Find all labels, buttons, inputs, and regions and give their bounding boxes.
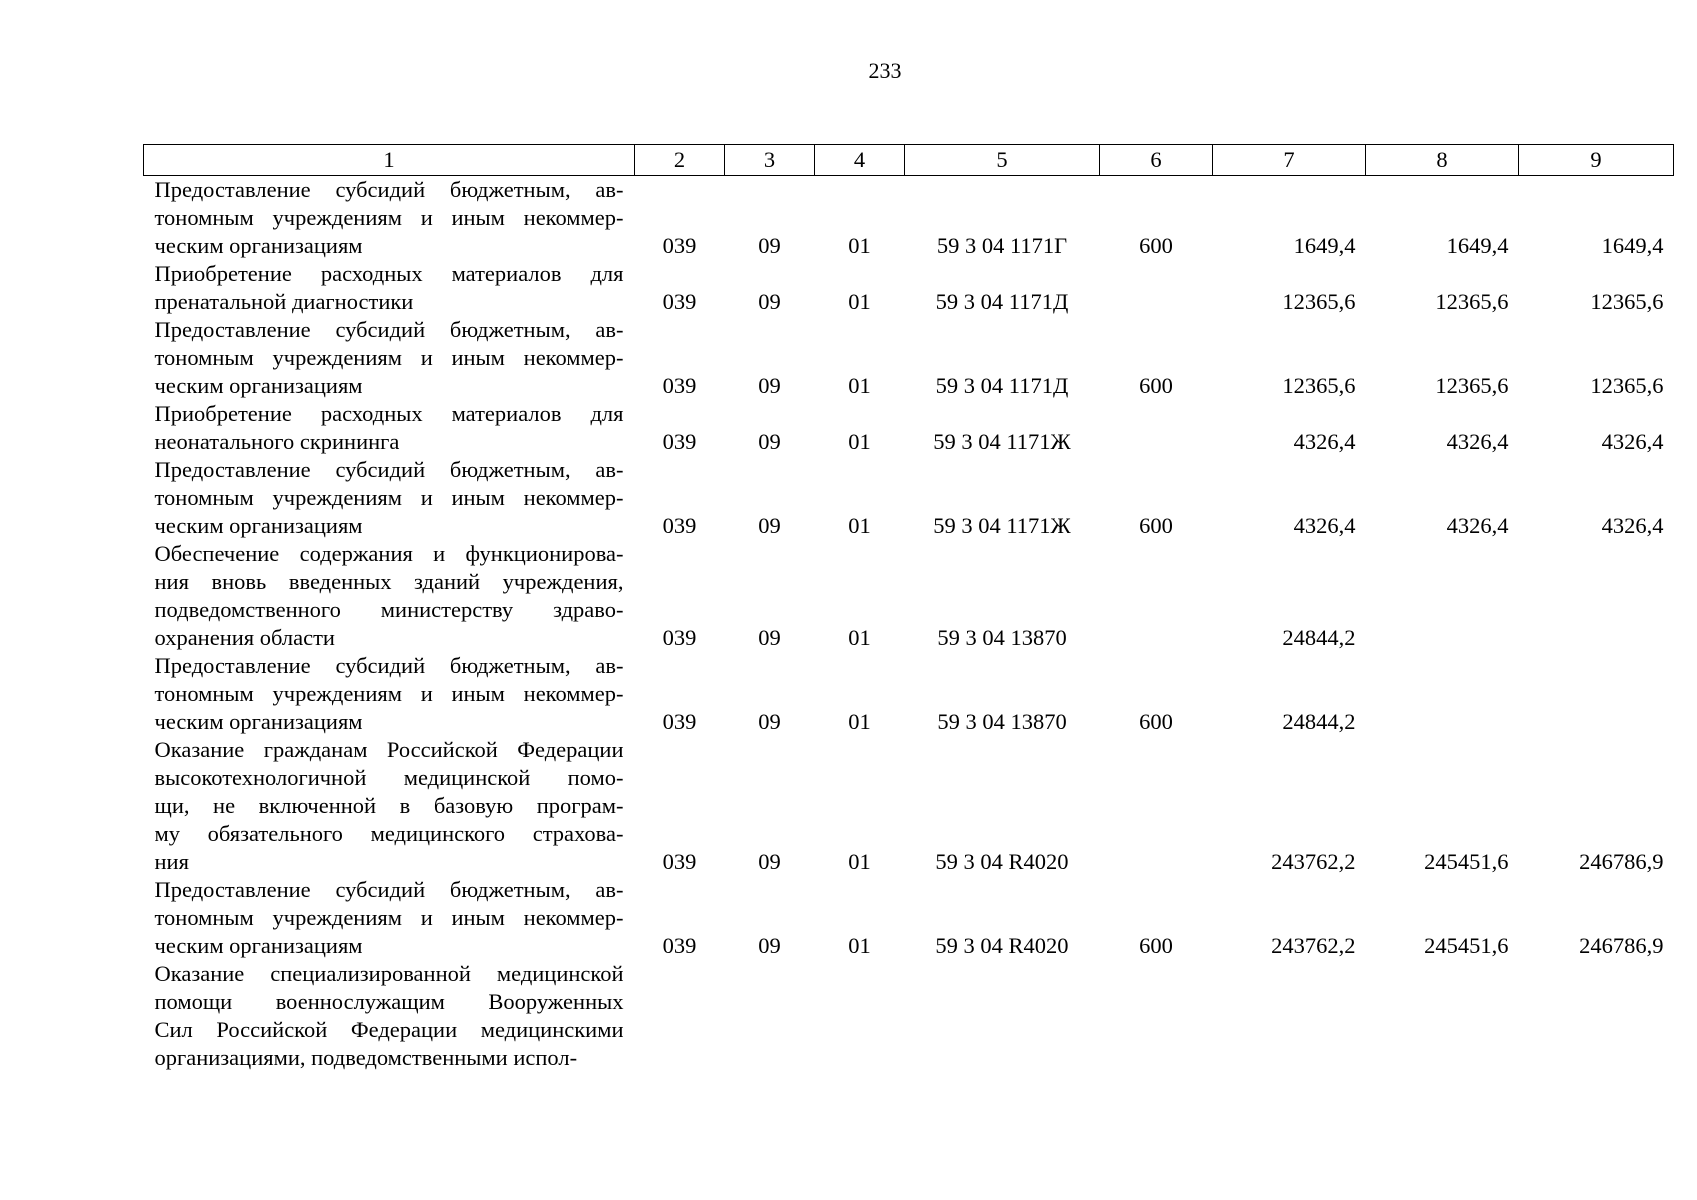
- section-code-cell: 09: [758, 513, 781, 538]
- subsection-code-cell: 01: [848, 513, 871, 538]
- amount-year2-cell: [1366, 540, 1519, 652]
- row-description: [144, 540, 635, 652]
- description-line: тономным учреждениям и иным некоммер-: [154, 681, 624, 706]
- subsection-code-cell: 01: [848, 625, 871, 650]
- subsection-code-cell: [815, 960, 905, 1072]
- table-row: [144, 176, 1674, 261]
- description-line: Сил Российской Федерации медицинскими: [154, 1017, 624, 1042]
- ministry-code-cell: 039: [662, 625, 697, 650]
- amount-year1-cell: 24844,2: [1282, 625, 1356, 650]
- expense-type-cell: [1100, 400, 1213, 456]
- amount-year2-cell: 4326,4: [1446, 429, 1509, 454]
- section-code-cell: 09: [758, 933, 781, 958]
- section-code-cell: 09: [758, 429, 781, 454]
- table-header-row: [144, 145, 1674, 176]
- ministry-code-cell: 039: [662, 709, 697, 734]
- table-row: [144, 960, 1674, 1072]
- description-line: неонатального скрининга: [154, 429, 400, 454]
- description-line: ния: [154, 849, 189, 874]
- description-line: Предоставление субсидий бюджетным, ав-: [154, 877, 624, 902]
- target-article-cell: 59 3 04 1171Д: [935, 289, 1069, 314]
- table-row: [144, 260, 1674, 316]
- description-line: му обязательного медицинского страхова-: [154, 821, 624, 846]
- expense-type-cell: 600: [1139, 233, 1173, 258]
- amount-year2-cell: 12365,6: [1435, 373, 1509, 398]
- amount-year2-cell: 245451,6: [1424, 849, 1509, 874]
- amount-year3-cell: 12365,6: [1590, 373, 1664, 398]
- amount-year2-cell: [1366, 960, 1519, 1072]
- row-description: [144, 960, 635, 1072]
- description-line: Предоставление субсидий бюджетным, ав-: [154, 457, 624, 482]
- description-line: Оказание гражданам Российской Федерации: [154, 737, 624, 762]
- description-line: подведомственного министерству здраво-: [154, 597, 624, 622]
- table-row: [144, 400, 1674, 456]
- target-article-cell: 59 3 04 1171Ж: [933, 513, 1071, 538]
- subsection-code-cell: 01: [848, 709, 871, 734]
- subsection-code-cell: 01: [848, 429, 871, 454]
- column-header: 7: [1213, 145, 1366, 176]
- budget-table: [143, 144, 1674, 1072]
- section-code-cell: 09: [758, 849, 781, 874]
- column-header: 3: [725, 145, 815, 176]
- description-line: тономным учреждениям и иным некоммер-: [154, 205, 624, 230]
- expense-type-cell: [1100, 260, 1213, 316]
- column-header: 9: [1519, 145, 1674, 176]
- description-line: тономным учреждениям и иным некоммер-: [154, 345, 624, 370]
- column-header: 5: [905, 145, 1100, 176]
- column-header: 6: [1100, 145, 1213, 176]
- row-description: [144, 316, 635, 400]
- amount-year1-cell: [1213, 960, 1366, 1072]
- description-line: Приобретение расходных материалов для: [154, 401, 624, 426]
- description-line: Оказание специализированной медицинской: [154, 961, 624, 986]
- ministry-code-cell: 039: [662, 933, 697, 958]
- description-line: Приобретение расходных материалов для: [154, 261, 624, 286]
- description-line: ния вновь введенных зданий учреждения,: [154, 569, 624, 594]
- table-row: [144, 540, 1674, 652]
- row-description: [144, 176, 635, 261]
- section-code-cell: 09: [758, 233, 781, 258]
- subsection-code-cell: 01: [848, 289, 871, 314]
- amount-year3-cell: 246786,9: [1579, 849, 1664, 874]
- table-row: [144, 316, 1674, 400]
- amount-year2-cell: 1649,4: [1446, 233, 1509, 258]
- target-article-cell: 59 3 04 1171Ж: [933, 429, 1071, 454]
- subsection-code-cell: 01: [848, 849, 871, 874]
- description-line: тономным учреждениям и иным некоммер-: [154, 485, 624, 510]
- amount-year3-cell: 4326,4: [1601, 513, 1664, 538]
- amount-year3-cell: 246786,9: [1579, 933, 1664, 958]
- target-article-cell: 59 3 04 13870: [937, 625, 1067, 650]
- row-description: [144, 652, 635, 736]
- expense-type-cell: 600: [1139, 709, 1173, 734]
- column-header: 8: [1366, 145, 1519, 176]
- expense-type-cell: 600: [1139, 373, 1173, 398]
- description-line: охранения области: [154, 625, 335, 650]
- target-article-cell: 59 3 04 R4020: [935, 849, 1069, 874]
- amount-year3-cell: [1519, 960, 1674, 1072]
- description-line: ческим организациям: [154, 233, 363, 258]
- amount-year1-cell: 24844,2: [1282, 709, 1356, 734]
- description-line: Предоставление субсидий бюджетным, ав-: [154, 317, 624, 342]
- expense-type-cell: [1100, 960, 1213, 1072]
- table-row: [144, 736, 1674, 876]
- column-header: 1: [144, 145, 635, 176]
- amount-year2-cell: 4326,4: [1446, 513, 1509, 538]
- row-description: [144, 260, 635, 316]
- ministry-code-cell: 039: [662, 373, 697, 398]
- row-description: [144, 876, 635, 960]
- description-line: Обеспечение содержания и функционирова-: [154, 541, 624, 566]
- subsection-code-cell: 01: [848, 233, 871, 258]
- row-description: [144, 456, 635, 540]
- amount-year2-cell: 245451,6: [1424, 933, 1509, 958]
- description-line: щи, не включенной в базовую програм-: [154, 793, 624, 818]
- description-line: пренатальной диагностики: [154, 289, 414, 314]
- subsection-code-cell: 01: [848, 933, 871, 958]
- ministry-code-cell: [635, 960, 725, 1072]
- description-line: ческим организациям: [154, 513, 363, 538]
- expense-type-cell: [1100, 540, 1213, 652]
- amount-year1-cell: 243762,2: [1271, 849, 1356, 874]
- subsection-code-cell: 01: [848, 373, 871, 398]
- target-article-cell: 59 3 04 1171Д: [935, 373, 1069, 398]
- description-line: ческим организациям: [154, 709, 363, 734]
- expense-type-cell: 600: [1139, 933, 1173, 958]
- amount-year1-cell: 12365,6: [1282, 373, 1356, 398]
- ministry-code-cell: 039: [662, 513, 697, 538]
- expense-type-cell: 600: [1139, 513, 1173, 538]
- amount-year2-cell: [1366, 652, 1519, 736]
- amount-year1-cell: 12365,6: [1282, 289, 1356, 314]
- description-line: Предоставление субсидий бюджетным, ав-: [154, 653, 624, 678]
- amount-year3-cell: [1519, 540, 1674, 652]
- target-article-cell: 59 3 04 13870: [937, 709, 1067, 734]
- amount-year1-cell: 4326,4: [1293, 513, 1356, 538]
- amount-year1-cell: 1649,4: [1293, 233, 1356, 258]
- description-line: организациями, подведомственными испол-: [154, 1045, 578, 1070]
- amount-year3-cell: 12365,6: [1590, 289, 1664, 314]
- page-number: 233: [868, 58, 902, 83]
- description-line: помощи военнослужащим Вооруженных: [154, 989, 624, 1014]
- table-row: [144, 876, 1674, 960]
- amount-year1-cell: 4326,4: [1293, 429, 1356, 454]
- table-row: [144, 652, 1674, 736]
- expense-type-cell: [1100, 736, 1213, 876]
- section-code-cell: 09: [758, 709, 781, 734]
- table-row: [144, 456, 1674, 540]
- section-code-cell: [725, 960, 815, 1072]
- amount-year3-cell: 1649,4: [1601, 233, 1664, 258]
- column-header: 2: [635, 145, 725, 176]
- amount-year3-cell: [1519, 652, 1674, 736]
- ministry-code-cell: 039: [662, 289, 697, 314]
- amount-year3-cell: 4326,4: [1601, 429, 1664, 454]
- target-article-cell: 59 3 04 R4020: [935, 933, 1069, 958]
- row-description: [144, 736, 635, 876]
- section-code-cell: 09: [758, 373, 781, 398]
- ministry-code-cell: 039: [662, 233, 697, 258]
- description-line: тономным учреждениям и иным некоммер-: [154, 905, 624, 930]
- target-article-cell: [905, 960, 1100, 1072]
- table-body: [144, 176, 1674, 1073]
- description-line: высокотехнологичной медицинской помо-: [154, 765, 624, 790]
- ministry-code-cell: 039: [662, 429, 697, 454]
- amount-year1-cell: 243762,2: [1271, 933, 1356, 958]
- description-line: ческим организациям: [154, 373, 363, 398]
- row-description: [144, 400, 635, 456]
- description-line: ческим организациям: [154, 933, 363, 958]
- target-article-cell: 59 3 04 1171Г: [936, 233, 1068, 258]
- amount-year2-cell: 12365,6: [1435, 289, 1509, 314]
- section-code-cell: 09: [758, 289, 781, 314]
- section-code-cell: 09: [758, 625, 781, 650]
- description-line: Предоставление субсидий бюджетным, ав-: [154, 177, 624, 202]
- column-header: 4: [815, 145, 905, 176]
- ministry-code-cell: 039: [662, 849, 697, 874]
